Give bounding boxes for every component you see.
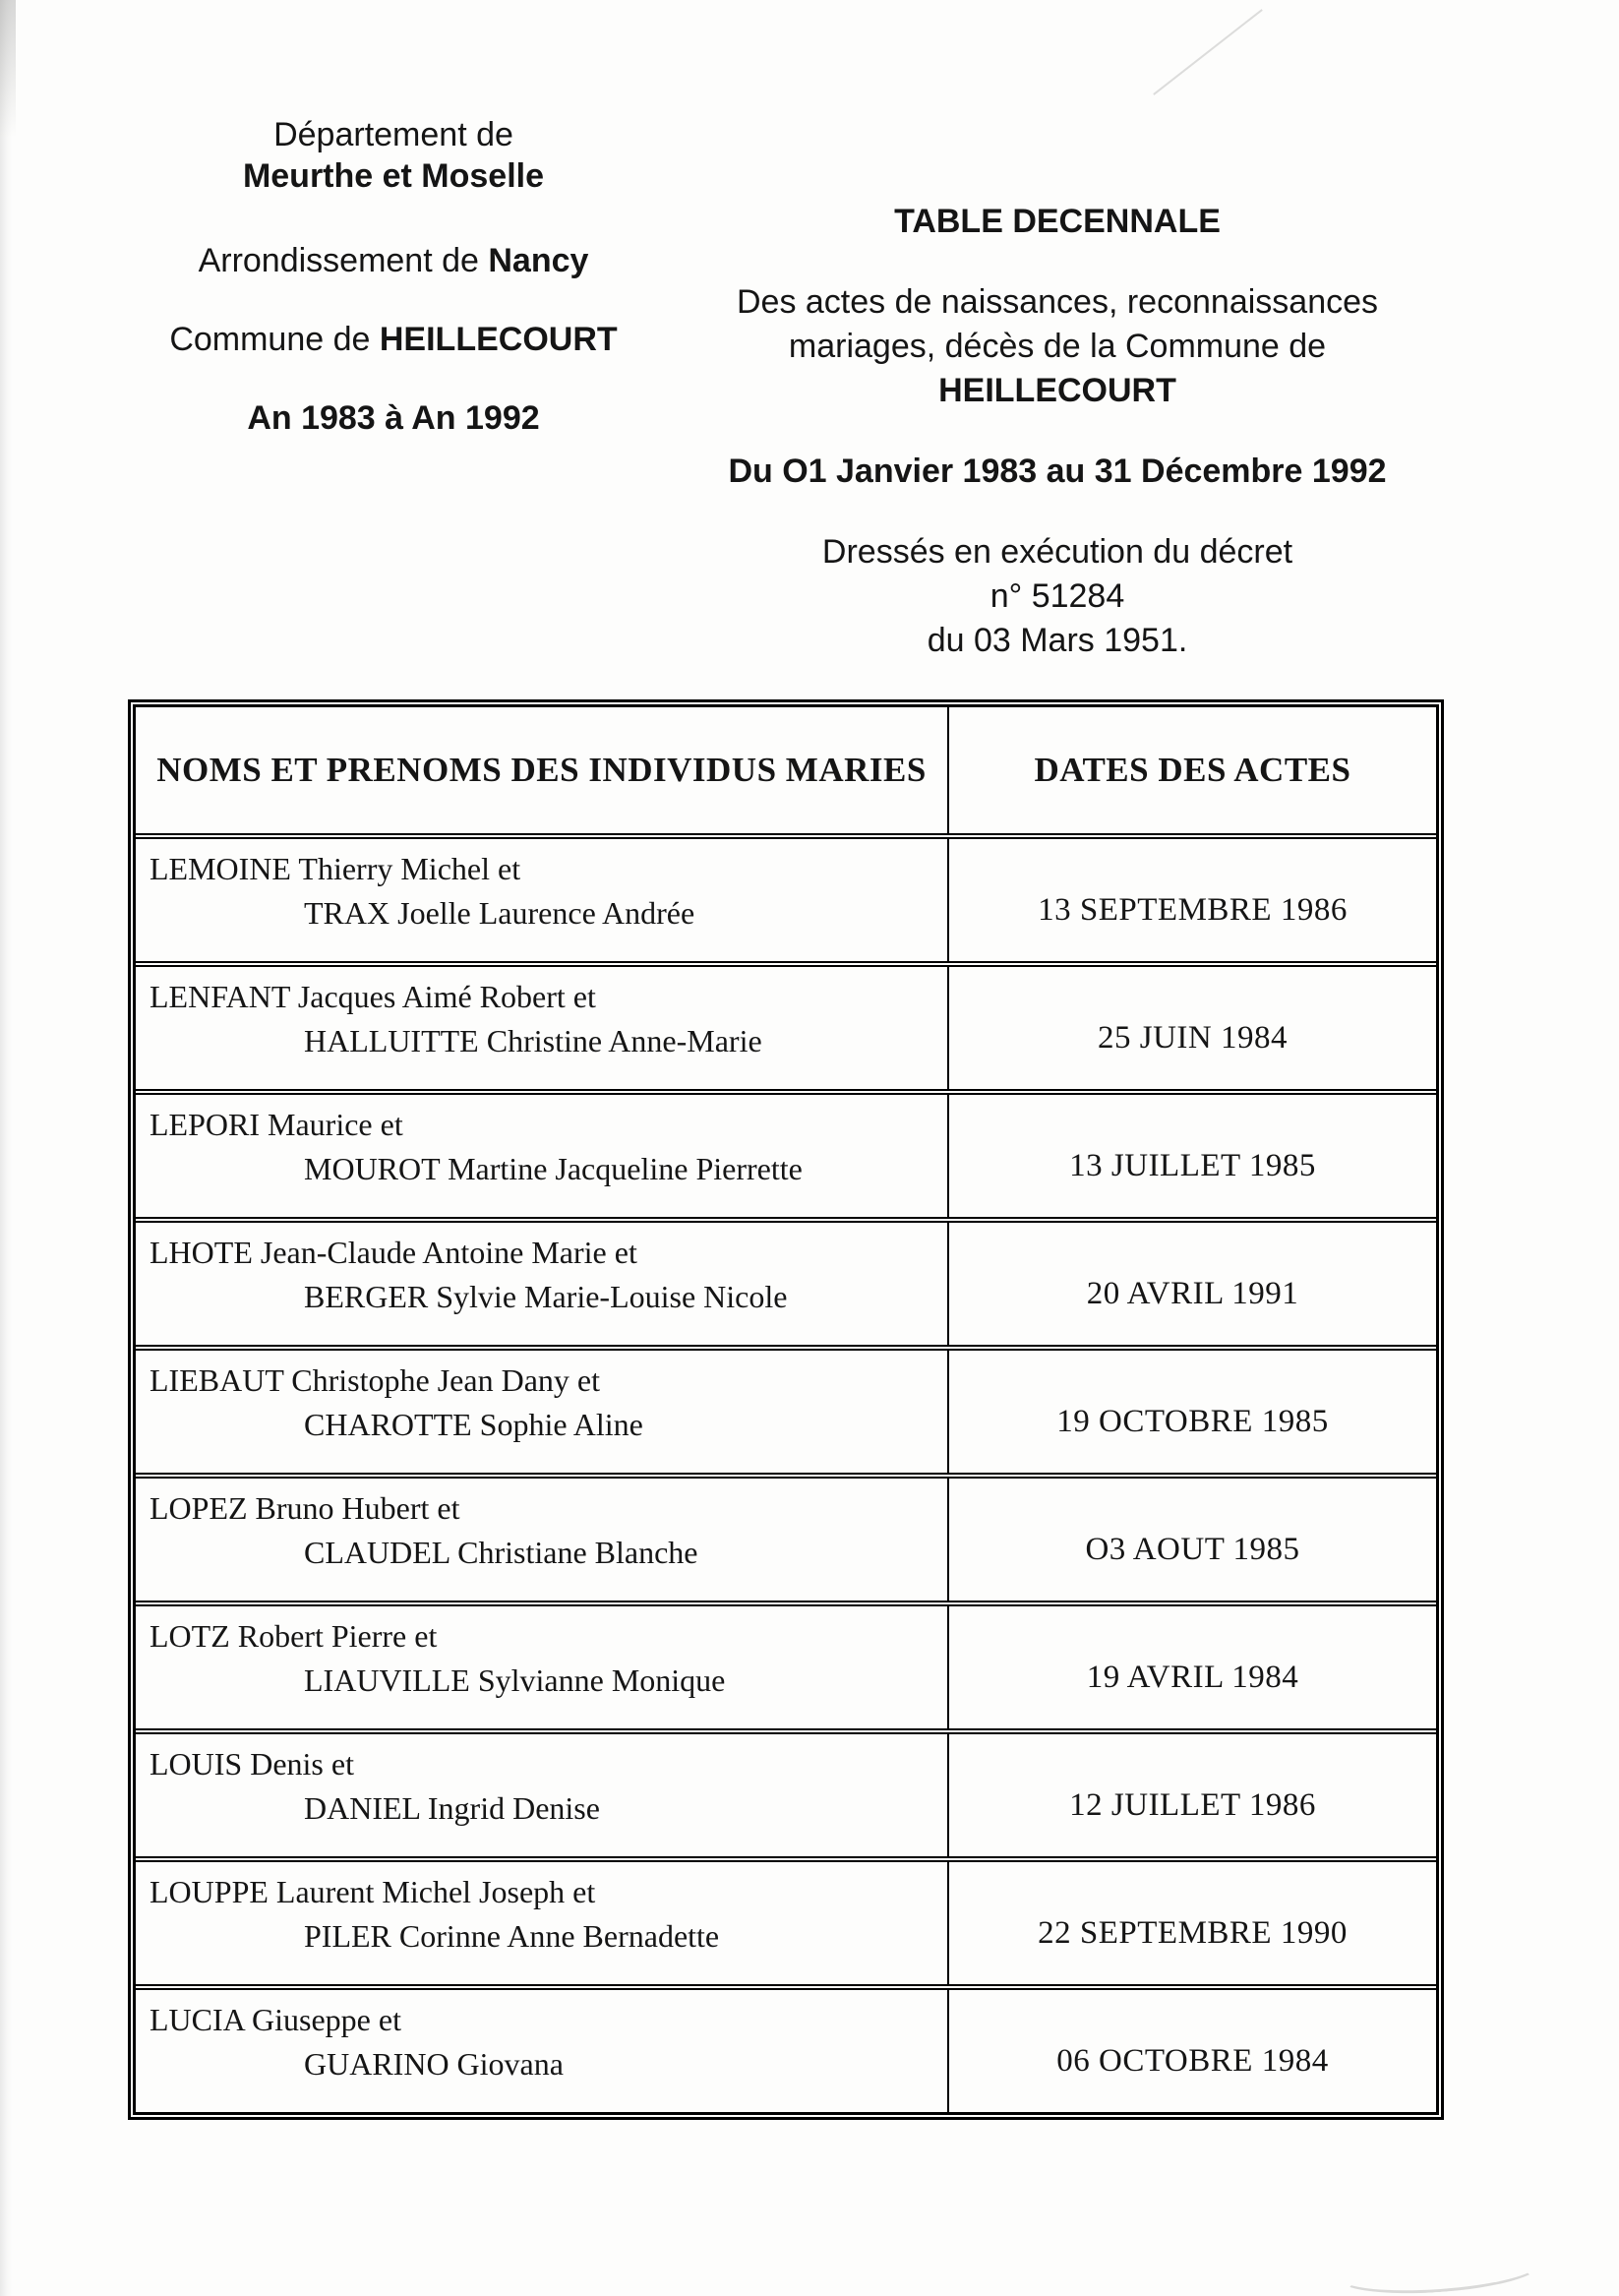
- table-body: [136, 839, 1436, 2112]
- date-cell: [947, 1095, 1436, 1217]
- wife-name: CHAROTTE Sophie Aline: [304, 1407, 643, 1442]
- title-block: [679, 200, 1436, 663]
- period-line: An 1983 à An 1992: [247, 399, 540, 437]
- commune-label: Commune de: [169, 321, 380, 358]
- husband-name: LEPORI Maurice et: [150, 1107, 403, 1142]
- table-row: [136, 1223, 1436, 1351]
- department-label: Département de: [273, 116, 513, 153]
- wife-name: PILER Corinne Anne Bernadette: [304, 1918, 720, 1954]
- wife-name: GUARINO Giovana: [304, 2046, 564, 2082]
- department-value: Meurthe et Moselle: [242, 157, 545, 195]
- names-cell: [136, 1606, 947, 1728]
- decree-line-2: n° 51284: [989, 577, 1125, 615]
- act-date: 12 JUILLET 1986: [1069, 1787, 1316, 1823]
- acts-table: [128, 699, 1444, 2120]
- date-cell: [947, 1734, 1436, 1856]
- table-row: [136, 1606, 1436, 1734]
- act-date: 19 OCTOBRE 1985: [1056, 1404, 1329, 1439]
- scan-edge-artifact: [0, 0, 12, 2296]
- administrative-header: [108, 114, 679, 439]
- names-cell: [136, 1223, 947, 1345]
- dates-column-header: DATES DES ACTES: [947, 707, 1436, 833]
- names-cell: [136, 1479, 947, 1601]
- date-cell: [947, 1990, 1436, 2112]
- date-cell: [947, 1223, 1436, 1345]
- wife-name: TRAX Joelle Laurence Andrée: [304, 895, 695, 931]
- wife-name: MOUROT Martine Jacqueline Pierrette: [304, 1151, 803, 1186]
- act-date: 19 AVRIL 1984: [1086, 1660, 1299, 1695]
- names-cell: [136, 839, 947, 961]
- subtitle-line-2: mariages, décès de la Commune de: [788, 328, 1327, 365]
- husband-name: LOTZ Robert Pierre et: [150, 1618, 438, 1654]
- table-row: [136, 1862, 1436, 1990]
- commune-value: HEILLECOURT: [379, 321, 618, 358]
- date-cell: [947, 839, 1436, 961]
- decree-line-1: Dressés en exécution du décret: [821, 533, 1293, 571]
- scan-corner-artifact: [0, 0, 16, 138]
- table-row: [136, 1351, 1436, 1479]
- table-row: [136, 1479, 1436, 1606]
- arrondissement-value: Nancy: [488, 242, 589, 279]
- table-row: [136, 1095, 1436, 1223]
- date-cell: [947, 1351, 1436, 1473]
- table-header-row: [136, 707, 1436, 839]
- subtitle-line-1: Des actes de naissances, reconnaissances: [736, 283, 1379, 321]
- act-date: 13 SEPTEMBRE 1986: [1038, 892, 1348, 928]
- husband-name: LHOTE Jean-Claude Antoine Marie et: [150, 1235, 637, 1270]
- date-cell: [947, 1479, 1436, 1601]
- arrondissement-label: Arrondissement de: [198, 242, 489, 279]
- wife-name: LIAUVILLE Sylvianne Monique: [304, 1662, 726, 1698]
- husband-name: LOUPPE Laurent Michel Joseph et: [150, 1874, 596, 1909]
- date-range-line: Du O1 Janvier 1983 au 31 Décembre 1992: [728, 453, 1387, 490]
- scan-scratch-artifact: [1153, 9, 1263, 95]
- table-row: [136, 1734, 1436, 1862]
- table-row: [136, 967, 1436, 1095]
- act-date: 22 SEPTEMBRE 1990: [1038, 1915, 1348, 1951]
- husband-name: LIEBAUT Christophe Jean Dany et: [150, 1362, 600, 1398]
- act-date: 06 OCTOBRE 1984: [1056, 2043, 1329, 2079]
- table-row: [136, 839, 1436, 967]
- wife-name: BERGER Sylvie Marie-Louise Nicole: [304, 1279, 788, 1314]
- husband-name: LOPEZ Bruno Hubert et: [150, 1490, 460, 1526]
- names-cell: [136, 967, 947, 1089]
- husband-name: LUCIA Giuseppe et: [150, 2002, 401, 2037]
- date-cell: [947, 967, 1436, 1089]
- act-date: 20 AVRIL 1991: [1086, 1276, 1299, 1311]
- arrondissement-line: [108, 240, 679, 281]
- names-column-header: NOMS ET PRENOMS DES INDIVIDUS MARIES: [156, 751, 927, 789]
- husband-name: LOUIS Denis et: [150, 1746, 354, 1782]
- commune-line: [108, 319, 679, 360]
- wife-name: HALLUITTE Christine Anne-Marie: [304, 1023, 762, 1058]
- scan-smudge-artifact: [1337, 2244, 1541, 2296]
- wife-name: DANIEL Ingrid Denise: [304, 1790, 600, 1826]
- table-row: [136, 1990, 1436, 2112]
- act-date: 13 JUILLET 1985: [1069, 1148, 1316, 1183]
- names-cell: [136, 1990, 947, 2112]
- subtitle-commune: HEILLECOURT: [938, 372, 1176, 409]
- names-cell: [136, 1862, 947, 1984]
- date-cell: [947, 1606, 1436, 1728]
- husband-name: LEMOINE Thierry Michel et: [150, 851, 521, 886]
- act-date: 25 JUIN 1984: [1098, 1020, 1288, 1056]
- act-date: O3 AOUT 1985: [1085, 1532, 1300, 1567]
- document-title: TABLE DECENNALE: [894, 203, 1221, 240]
- date-cell: [947, 1862, 1436, 1984]
- husband-name: LENFANT Jacques Aimé Robert et: [150, 979, 596, 1014]
- decree-line-3: du 03 Mars 1951.: [927, 622, 1188, 659]
- wife-name: CLAUDEL Christiane Blanche: [304, 1535, 698, 1570]
- names-cell: [136, 1095, 947, 1217]
- names-cell: [136, 1351, 947, 1473]
- names-cell: [136, 1734, 947, 1856]
